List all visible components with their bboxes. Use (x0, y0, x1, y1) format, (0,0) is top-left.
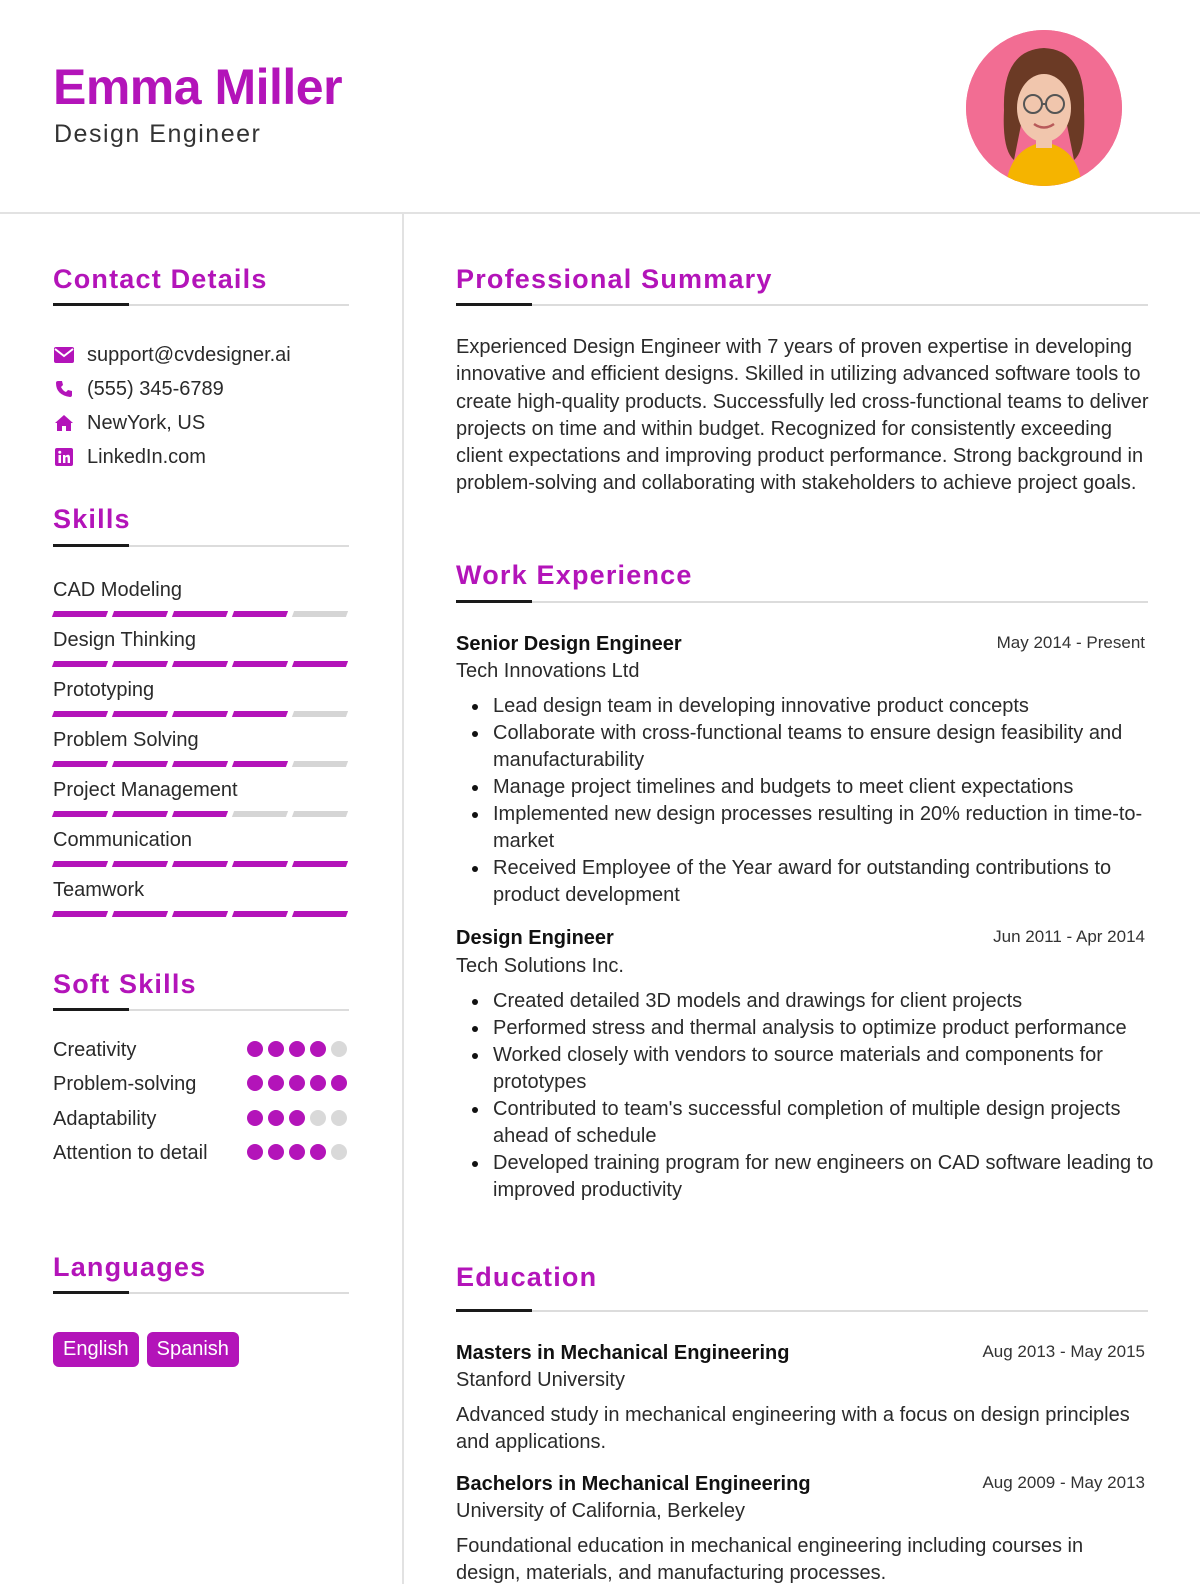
soft-skill-rating (247, 1144, 347, 1160)
degree-description: Foundational education in mechanical engineering including courses in design, materials, and manufacturing processes. (456, 1535, 1084, 1584)
job-bullet: Performed stress and thermal analysis to optimize product performance (456, 1015, 1156, 1042)
skill-name: Prototyping (53, 679, 155, 701)
skill-level-segment (112, 911, 168, 917)
rating-dot (289, 1075, 305, 1091)
rating-dot (331, 1144, 347, 1160)
rating-dot (331, 1110, 347, 1126)
job-bullet: Lead design team in developing innovative product concepts (456, 693, 1156, 720)
skill-level-segment (232, 911, 288, 917)
skill-name: CAD Modeling (53, 579, 182, 601)
school-name: Stanford University (456, 1369, 625, 1391)
skills-heading: Skills (53, 504, 131, 534)
school-name: University of California, Berkeley (456, 1500, 745, 1522)
contact-linkedin[interactable] (53, 444, 206, 470)
rating-dot (247, 1110, 263, 1126)
contact-location-text: NewYork, US (87, 411, 206, 434)
skill-level-segment (172, 811, 228, 817)
contact-phone-text: (555) 345-6789 (87, 377, 224, 400)
job-bullet: Worked closely with vendors to source materials and components for prototypes (456, 1042, 1156, 1096)
skill-level-segment (232, 761, 288, 767)
rating-dot (247, 1075, 263, 1091)
skill-level-segment (52, 711, 108, 717)
candidate-title: Design Engineer (54, 120, 262, 148)
skill-level-segment (52, 611, 108, 617)
skill-item (53, 879, 349, 917)
skill-item (53, 779, 349, 817)
skill-name: Teamwork (53, 879, 145, 901)
phone-icon (53, 378, 75, 400)
skill-level-segment (292, 861, 348, 867)
contact-divider (53, 304, 349, 306)
job-bullet: Created detailed 3D models and drawings for client projects (456, 988, 1156, 1015)
skill-level-segment (52, 911, 108, 917)
column-divider (402, 214, 404, 1584)
rating-dot (310, 1144, 326, 1160)
soft-skill-rating (247, 1110, 347, 1126)
job-bullet: Implemented new design processes resulting in 20% reduction in time-to-market (456, 801, 1156, 855)
rating-dot (289, 1110, 305, 1126)
home-icon (53, 412, 75, 434)
skill-level-segment (292, 761, 348, 767)
rating-dot (268, 1041, 284, 1057)
degree-date: Aug 2013 - May 2015 (982, 1342, 1145, 1361)
skill-level-bar (53, 711, 349, 717)
language-badge: English (53, 1332, 139, 1367)
education-divider (456, 1310, 1148, 1312)
contact-location (53, 410, 205, 436)
contact-heading: Contact Details (53, 264, 268, 294)
soft-skill-item (53, 1071, 349, 1098)
skill-name: Design Thinking (53, 629, 197, 651)
summary-text: Experienced Design Engineer with 7 years of proven expertise in developing innovative and efficient designs. Skilled in utilizing advanced software tools to create high-quality products. Successfully led cross-functional teams to deliver projects on time and within budget. Recognized for consistently exceeding client expectations and improving product performance. Strong background in problem-solving and collaborating with stakeholders to achieve project goals. (456, 336, 1149, 495)
degree-title: Masters in Mechanical Engineering (456, 1342, 790, 1364)
education-heading: Education (456, 1262, 598, 1292)
rating-dot (310, 1041, 326, 1057)
skill-level-bar (53, 861, 349, 867)
job-date: Jun 2011 - Apr 2014 (993, 927, 1145, 946)
skill-level-segment (292, 911, 348, 917)
skill-item (53, 829, 349, 867)
skill-level-segment (232, 861, 288, 867)
skill-level-segment (292, 611, 348, 617)
contact-email[interactable] (53, 342, 291, 368)
rating-dot (247, 1041, 263, 1057)
rating-dot (268, 1075, 284, 1091)
contact-linkedin-text: LinkedIn.com (87, 445, 206, 468)
rating-dot (289, 1144, 305, 1160)
job-bullet: Received Employee of the Year award for outstanding contributions to product development (456, 855, 1156, 909)
soft-skill-name: Creativity (53, 1039, 137, 1061)
skill-item (53, 729, 349, 767)
job-date: May 2014 - Present (996, 633, 1145, 652)
skill-level-bar (53, 911, 349, 917)
email-icon (53, 344, 75, 366)
soft-skill-item (53, 1140, 349, 1167)
job-bullet: Manage project timelines and budgets to meet client expectations (456, 774, 1156, 801)
skill-level-bar (53, 611, 349, 617)
job-bullet: Contributed to team's successful completion of multiple design projects ahead of schedule (456, 1096, 1156, 1150)
degree-title: Bachelors in Mechanical Engineering (456, 1473, 811, 1495)
summary-heading: Professional Summary (456, 264, 773, 294)
soft-skill-name: Problem-solving (53, 1073, 197, 1095)
degree-date: Aug 2009 - May 2013 (982, 1473, 1145, 1492)
contact-email-text: support@cvdesigner.ai (87, 343, 291, 366)
skill-level-segment (112, 811, 168, 817)
languages-list (53, 1332, 239, 1367)
experience-divider (456, 601, 1148, 603)
skill-level-segment (112, 761, 168, 767)
job-company: Tech Innovations Ltd (456, 660, 640, 682)
rating-dot (247, 1144, 263, 1160)
experience-heading: Work Experience (456, 560, 693, 590)
skill-level-segment (232, 661, 288, 667)
degree-description: Advanced study in mechanical engineering with a focus on design principles and applications. (456, 1404, 1130, 1453)
job-bullet: Developed training program for new engineers on CAD software leading to improved productivity (456, 1150, 1156, 1204)
skill-level-segment (112, 661, 168, 667)
skill-level-segment (292, 661, 348, 667)
soft-skill-item (53, 1106, 349, 1133)
soft-skill-name: Attention to detail (53, 1142, 208, 1164)
skill-level-segment (232, 811, 288, 817)
skill-level-bar (53, 661, 349, 667)
skill-level-segment (172, 861, 228, 867)
soft-skill-rating (247, 1075, 347, 1091)
rating-dot (289, 1041, 305, 1057)
rating-dot (310, 1075, 326, 1091)
skill-level-segment (172, 711, 228, 717)
summary-divider (456, 304, 1148, 306)
skill-level-segment (172, 911, 228, 917)
skill-item (53, 629, 349, 667)
skill-level-segment (232, 711, 288, 717)
rating-dot (268, 1144, 284, 1160)
rating-dot (331, 1075, 347, 1091)
job-bullet: Collaborate with cross-functional teams to ensure design feasibility and manufacturability (456, 720, 1156, 774)
soft-skill-rating (247, 1041, 347, 1057)
skills-divider (53, 545, 349, 547)
rating-dot (310, 1110, 326, 1126)
job-company: Tech Solutions Inc. (456, 955, 624, 977)
skill-level-segment (292, 711, 348, 717)
skill-level-bar (53, 811, 349, 817)
job-bullets (456, 988, 1156, 1204)
languages-heading: Languages (53, 1252, 207, 1282)
skill-name: Project Management (53, 779, 238, 801)
skill-level-segment (292, 811, 348, 817)
skill-level-segment (172, 761, 228, 767)
skill-level-segment (172, 661, 228, 667)
soft-skills-heading: Soft Skills (53, 969, 197, 999)
soft-skill-name: Adaptability (53, 1108, 157, 1130)
skill-name: Communication (53, 829, 192, 851)
language-badge: Spanish (147, 1332, 239, 1367)
job-title: Senior Design Engineer (456, 633, 682, 655)
job-bullets (456, 693, 1156, 909)
job-title: Design Engineer (456, 927, 614, 949)
resume-header (0, 0, 1200, 214)
skill-level-segment (52, 761, 108, 767)
skill-level-segment (112, 711, 168, 717)
skill-level-segment (52, 811, 108, 817)
soft-skills-divider (53, 1009, 349, 1011)
rating-dot (268, 1110, 284, 1126)
skill-item (53, 679, 349, 717)
skill-level-segment (232, 611, 288, 617)
skill-name: Problem Solving (53, 729, 199, 751)
skill-level-segment (52, 861, 108, 867)
languages-divider (53, 1292, 349, 1294)
candidate-name: Emma Miller (53, 59, 343, 115)
profile-photo (966, 30, 1122, 186)
rating-dot (331, 1041, 347, 1057)
skill-level-segment (112, 611, 168, 617)
linkedin-icon (53, 446, 75, 468)
contact-phone[interactable] (53, 376, 224, 402)
skill-item (53, 579, 349, 617)
skill-level-segment (112, 861, 168, 867)
skill-level-segment (172, 611, 228, 617)
skill-level-segment (52, 661, 108, 667)
skill-level-bar (53, 761, 349, 767)
soft-skill-item (53, 1037, 349, 1064)
